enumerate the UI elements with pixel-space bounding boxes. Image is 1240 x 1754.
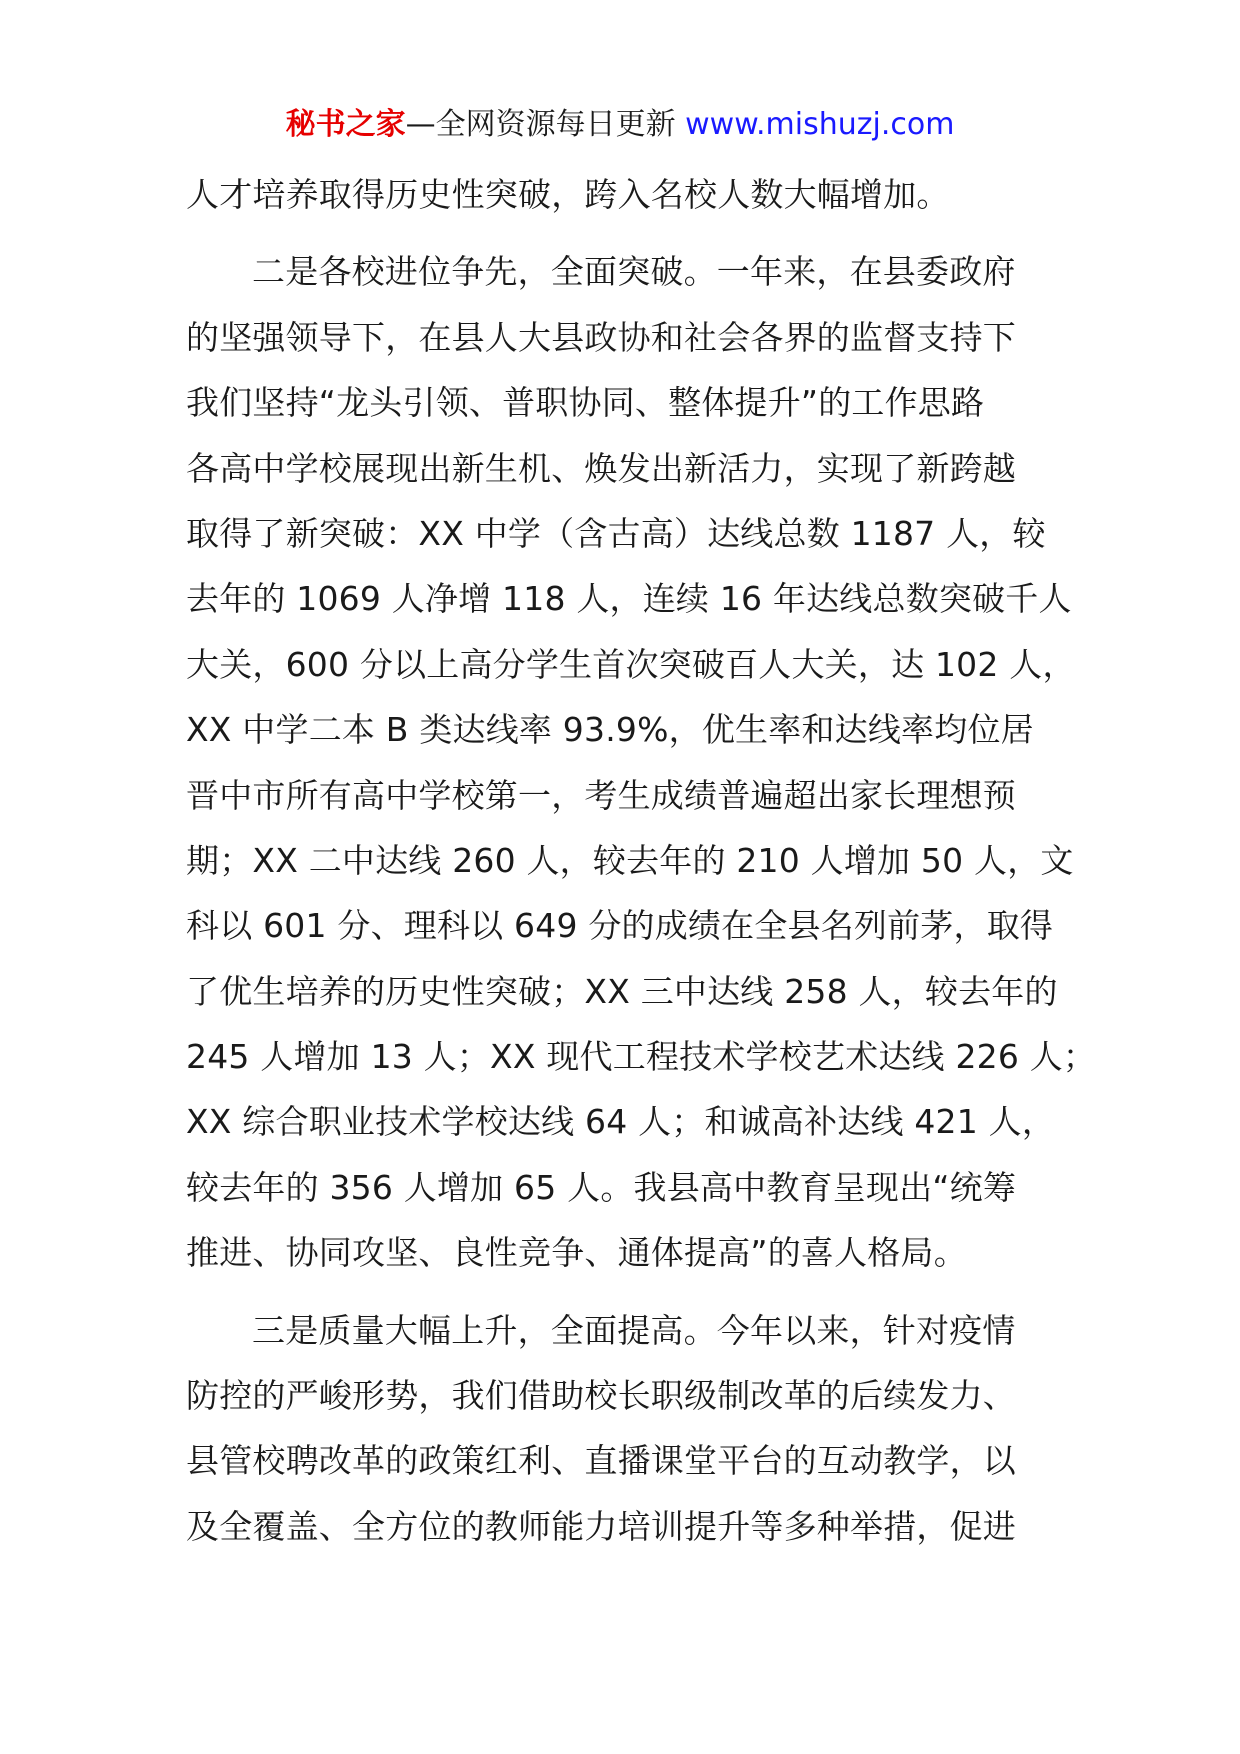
text-line: 各高中学校展现出新生机、焕发出新活力，实现了新跨越 [186,448,1016,488]
text-line: 期；XX 二中达线 260 人，较去年的 210 人增加 50 人，文 [186,840,1074,880]
site-header [0,104,1240,146]
text-line: 我们坚持“龙头引领、普职协同、整体提升”的工作思路 [186,383,985,423]
text-line: 人才培养取得历史性突破，跨入名校人数大幅增加。 [186,175,950,214]
text-line: 推进、协同攻坚、良性竞争、通体提高”的喜人格局。 [186,1233,967,1273]
site-brand: 秘书之家 [285,107,406,142]
text-line: 较去年的 356 人增加 65 人。我县高中教育呈现出“统筹 [186,1167,1017,1207]
text-line: 大关，600 分以上高分学生首次突破百人大关，达 102 人， [186,644,1076,684]
paragraph-1 [186,162,1086,227]
paragraph-3 [186,1298,1086,1560]
text-line: 取得了新突破：XX 中学（含古高）达线总数 1187 人，较 [186,513,1046,553]
site-tagline: —全网资源每日更新 [405,107,676,142]
paragraph-2 [186,239,1097,1285]
text-line: XX 中学二本 B 类达线率 93.9%，优生率和达线率均位居 [186,710,1034,750]
text-line: 晋中市所有高中学校第一，考生成绩普遍超出家长理想预 [186,775,1016,815]
text-line: 防控的严峻形势，我们借助校长职级制改革的后续发力、 [186,1376,1016,1416]
site-url-link[interactable]: www.mishuzj.com [685,107,955,142]
text-line: 了优生培养的历史性突破；XX 三中达线 258 人，较去年的 [186,971,1058,1011]
text-line: 县管校聘改革的政策红利、直播课堂平台的互动教学，以 [186,1441,1016,1481]
text-line: 245 人增加 13 人；XX 现代工程技术学校艺术达线 226 人； [186,1037,1097,1077]
text-line: 科以 601 分、理科以 649 分的成绩在全县名列前茅，取得 [186,906,1054,946]
text-line: 二是各校进位争先，全面突破。一年来，在县委政府 [252,252,1016,292]
text-line: 的坚强领导下，在县人大县政协和社会各界的监督支持下 [186,317,1016,357]
text-line: XX 综合职业技术学校达线 64 人；和诚高补达线 421 人， [186,1102,1056,1142]
document-body [186,162,1097,1559]
text-line: 及全覆盖、全方位的教师能力培训提升等多种举措，促进 [186,1506,1016,1546]
text-line: 去年的 1069 人净增 118 人，连续 16 年达线总数突破千人 [186,579,1072,619]
text-line: 三是质量大幅上升，全面提高。今年以来，针对疫情 [252,1310,1016,1350]
